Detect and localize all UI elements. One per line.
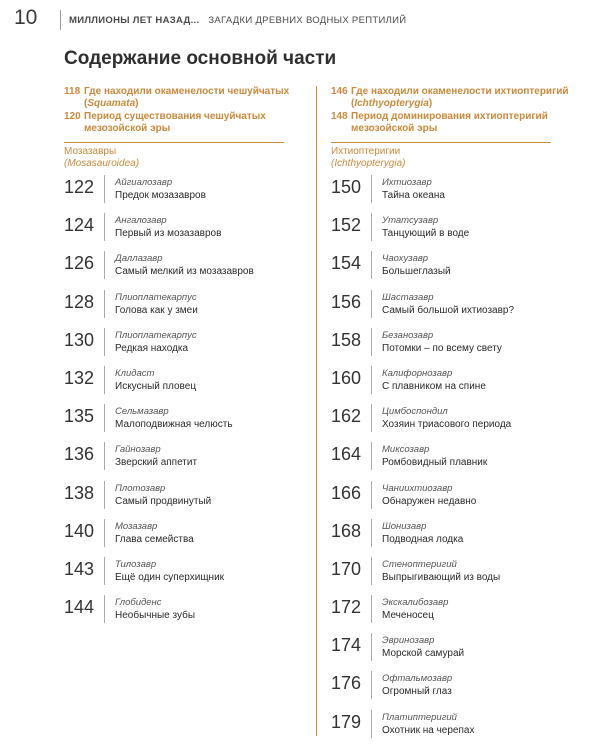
left-intro [64,86,322,135]
right-intro [331,86,589,135]
entry-page: 164 [331,444,362,465]
entry-desc: Хозяин триасового периода [382,419,512,431]
intro-text: Период существования чешуйчатых мезозойской эры [84,111,266,134]
entry-divider [371,290,372,318]
entry-page: 122 [64,177,95,197]
entry-desc: Самый продвинутый [115,495,212,507]
group-latin: (Ichthyopterygia) [331,158,406,169]
entry-desc: Самый большой ихтиозавр? [382,304,515,316]
entry-divider [104,519,105,547]
entry-name: Утатсузавр [382,215,439,227]
running-head [14,6,594,36]
page-title: Содержание основной части [64,48,337,69]
entry-page: 176 [331,673,362,694]
entry-desc: Искусный пловец [115,380,197,392]
toc-entry[interactable] [331,328,551,366]
entry-divider [104,251,105,279]
entry-page: 179 [331,711,362,732]
entry-divider [371,175,372,203]
toc-entry[interactable] [331,671,551,709]
toc-entry[interactable] [64,442,284,480]
toc-entry[interactable] [331,557,551,595]
entry-page: 138 [64,482,95,503]
entry-page: 135 [64,406,95,427]
entry-page: 136 [64,444,95,465]
entry-divider [371,595,372,623]
entry-page: 168 [331,520,362,541]
entry-desc: Зверский аппетит [115,457,198,469]
intro-text: Где находили окаменелости чешуйчатых (Squamata) [84,86,290,109]
entry-page: 152 [331,215,362,236]
entry-divider [371,557,372,585]
section-title: ЗАГАДКИ ДРЕВНИХ ВОДНЫХ РЕПТИЛИЙ [208,15,407,26]
entry-desc: Первый из мозазавров [115,228,222,240]
intro-page: 120 [64,111,81,122]
entry-name: Плиоплатекарпус [115,329,197,341]
group-header-mosasaurs [64,142,288,170]
entry-divider [371,404,372,432]
entry-divider [371,633,372,661]
entry-desc: Морской самурай [382,648,465,660]
entry-page: 166 [331,482,362,503]
entry-desc: Ещё один суперхищник [115,571,225,583]
intro-page: 146 [331,86,348,97]
entry-name: Ангалозавр [115,215,167,227]
toc-entry[interactable] [331,366,551,404]
entry-page: 132 [64,367,95,388]
entry-divider [104,404,105,432]
entry-name: Айгиалозавр [115,177,173,188]
group-rule [64,142,284,143]
toc-entry[interactable] [331,595,551,633]
intro-line[interactable] [331,86,589,110]
group-name: Мозазавры [64,146,117,157]
entry-name: Мозазавр [115,520,158,532]
group-header-ichthyosaurs [331,142,555,170]
entry-divider [104,213,105,241]
entry-desc: Меченосец [382,610,434,622]
entry-page: 174 [331,635,362,656]
toc-entry[interactable] [64,328,284,366]
entry-page: 156 [331,291,362,312]
left-entries [64,175,284,633]
entry-name: Ихтиозавр [382,177,432,188]
entry-name: Даллазавр [115,253,163,265]
toc-entry[interactable] [64,366,284,404]
entry-page: 172 [331,597,362,618]
page-number: 10 [14,6,38,29]
entry-name: Гайнозавр [115,444,161,456]
entry-desc: Голова как у змеи [115,304,198,316]
intro-page: 148 [331,111,348,122]
entry-desc: Большеглазый [382,266,451,278]
entry-name: Платиптеригий [382,711,457,723]
toc-entry[interactable] [331,633,551,671]
entry-divider [371,213,372,241]
column-divider [316,86,317,736]
toc-entry[interactable] [64,175,284,213]
toc-entry[interactable] [331,404,551,442]
toc-entry[interactable] [331,251,551,289]
entry-name: Безанозавр [382,329,434,341]
entry-name: Миксозавр [382,444,430,456]
entry-desc: Предок мозазавров [115,190,206,201]
intro-text: Где находили окаменелости ихтиоптеригий (Ichthyopterygia) [351,86,569,109]
entry-page: 143 [64,558,95,579]
running-head-divider [60,10,61,30]
entry-page: 162 [331,406,362,427]
entry-divider [371,328,372,356]
entry-desc: Охотник на черепах [382,724,475,736]
entry-name: Сельмазавр [115,406,169,418]
entry-desc: Самый мелкий из мозазавров [115,266,254,278]
entry-page: 154 [331,253,362,274]
entry-divider [104,557,105,585]
entry-divider [104,290,105,318]
entry-divider [104,328,105,356]
toc-entry[interactable] [64,251,284,289]
entry-page: 126 [64,253,95,274]
intro-latin: Squamata [87,98,136,109]
entry-page: 170 [331,558,362,579]
entry-name: Шастазавр [382,291,434,303]
toc-entry[interactable] [331,519,551,557]
entry-name: Чаниихтиозавр [382,482,453,494]
toc-entry[interactable] [64,595,284,633]
entry-name: Эвринозавр [382,635,435,647]
entry-page: 130 [64,329,95,350]
entry-desc: Выпрыгивающий из воды [382,571,501,583]
entry-divider [104,366,105,394]
entry-page: 150 [331,177,362,197]
entry-divider [371,710,372,738]
entry-name: Тилозавр [115,558,157,570]
entry-divider [104,442,105,470]
toc-entry[interactable] [331,710,551,748]
entry-name: Клидаст [115,367,155,379]
entry-name: Чаохузавр [382,253,429,265]
entry-name: Глобиденс [115,597,162,609]
entry-divider [371,442,372,470]
book-title: МИЛЛИОНЫ ЛЕТ НАЗАД... [69,15,200,26]
entry-page: 158 [331,329,362,350]
entry-divider [104,481,105,509]
entry-desc: Необычные зубы [115,610,196,622]
group-latin: (Mosasauroidea) [64,158,140,169]
entry-name: Калифорнозавр [382,367,453,379]
entry-page: 140 [64,520,95,541]
entry-desc: Малоподвижная челюсть [115,419,233,431]
entry-name: Цимбоспондил [382,406,448,418]
entry-desc: Тайна океана [382,190,445,201]
entry-divider [371,519,372,547]
entry-name: Стеноптеригий [382,558,457,570]
entry-name: Плотозавр [115,482,166,494]
running-head-text [69,15,406,26]
toc-entry[interactable] [331,442,551,480]
group-rule [331,142,551,143]
entry-desc: Танцующий в воде [382,228,470,240]
entry-divider [104,175,105,203]
toc-entry[interactable] [64,557,284,595]
entry-desc: С плавником на спине [382,380,486,392]
entry-page: 124 [64,215,95,236]
entry-divider [371,251,372,279]
intro-line[interactable] [64,86,322,110]
entry-divider [371,481,372,509]
entry-name: Экскалибозавр [382,597,449,609]
toc-entry[interactable] [331,290,551,328]
entry-desc: Редкая находка [115,342,189,354]
entry-divider [371,366,372,394]
entry-desc: Подводная лодка [382,533,464,545]
toc-entry[interactable] [64,404,284,442]
entry-name: Шонизавр [382,520,427,532]
entry-divider [371,671,372,699]
toc-entry[interactable] [64,519,284,557]
entry-desc: Огромный глаз [382,686,452,698]
toc-entry[interactable] [331,481,551,519]
entry-divider [104,595,105,623]
intro-page: 118 [64,86,81,97]
intro-line[interactable] [64,111,322,135]
toc-entry[interactable] [64,481,284,519]
entry-desc: Глава семейства [115,533,194,545]
group-name: Ихтиоптеригии [331,146,401,157]
toc-entry[interactable] [331,175,551,213]
entry-desc: Ромбовидный плавник [382,457,488,469]
entry-desc: Потомки – по всему свету [382,342,502,354]
entry-page: 144 [64,597,95,618]
entry-desc: Обнаружен недавно [382,495,477,507]
intro-line[interactable] [331,111,589,135]
toc-entry[interactable] [64,213,284,251]
toc-entry[interactable] [64,290,284,328]
toc-entry[interactable] [331,213,551,251]
entry-page: 128 [64,291,95,312]
entry-name: Плиоплатекарпус [115,291,197,303]
right-entries [331,175,551,748]
entry-page: 160 [331,367,362,388]
intro-latin: Ichthyopterygia [354,98,429,109]
entry-name: Офтальмозавр [382,673,453,685]
intro-text: Период доминирования ихтиоптеригий мезозойской эры [351,111,548,134]
